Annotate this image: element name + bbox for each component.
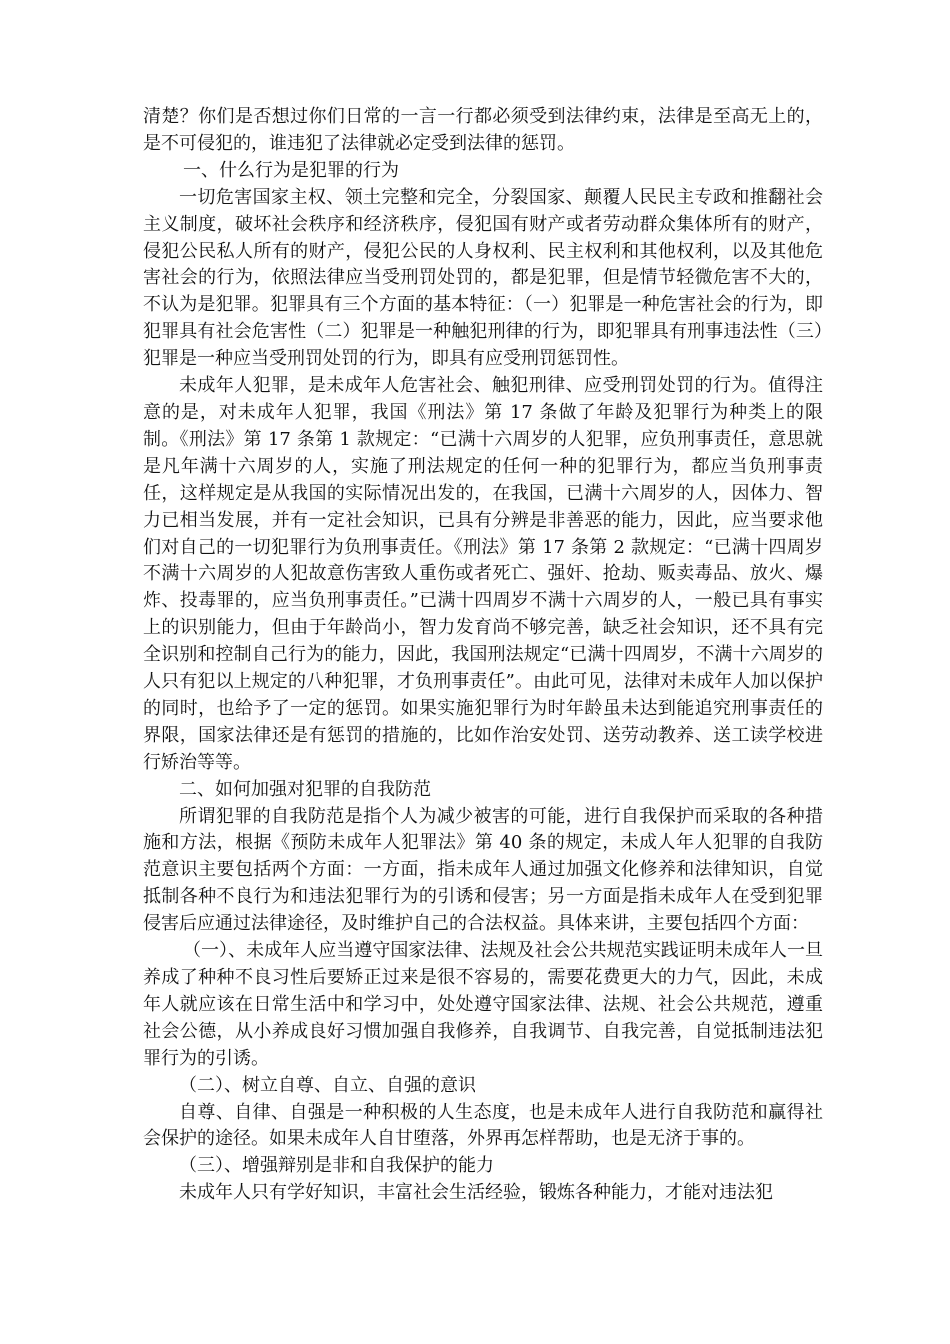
section-heading-self-prevention: 二、如何加强对犯罪的自我防范 (179, 778, 431, 800)
subheading-point-three: （三）、增强辩别是非和自我保护的能力 (179, 1155, 494, 1177)
document-page (143, 104, 823, 1207)
paragraph-crime-definition: 一切危害国家主权、领土完整和完全，分裂国家、颠覆人民民主专政和推翻社会主义制度，破坏社会秩序和经济秩序，侵犯国有财产或者劳动群众集体所有的财产，侵犯公民私人所有的财产，侵犯公民的人身权利、民主权利和其他权利，以及其他危害社会的行为，依照法律应当受刑罚处罚的，都是犯罪，但是情节轻微危害不大的，不认为是犯罪。犯罪具有三个方面的基本特征：（一）犯罪是一种危害社会的行为，即犯罪具有社会危害性（二）犯罪是一种触犯刑律的行为，即犯罪具有刑事违法性（三）犯罪是一种应当受刑罚处罚的行为，即具有应受刑罚惩罚性。 (143, 186, 823, 370)
paragraph-point-two: 自尊、自律、自强是一种积极的人生态度，也是未成年人进行自我防范和赢得社会保护的途径。如果未成年人自甘堕落，外界再怎样帮助，也是无济于事的。 (143, 1101, 823, 1150)
paragraph-self-prevention-definition: 所谓犯罪的自我防范是指个人为减少被害的可能，进行自我保护而采取的各种措施和方法，根据《预防未成年人犯罪法》第 40 条的规定，未成人年人犯罪的自我防范意识主要包括两个方面：一方面，指未成年人通过加强文化修养和法律知识，自觉抵制各种不良行为和违法犯罪行为的引诱和侵害；另一方面是指未成年人在受到犯罪侵害后应通过法律途径，及时维护自己的合法权益。具体来讲，主要包括四个方面： (143, 805, 823, 935)
section-heading-criminal-behavior: 一、什么行为是犯罪的行为 (183, 159, 399, 181)
paragraph-point-three: 未成年人只有学好知识，丰富社会生活经验，锻炼各种能力，才能对违法犯 (179, 1182, 773, 1204)
paragraph-juvenile-crime: 未成年人犯罪，是未成年人危害社会、触犯刑律、应受刑罚处罚的行为。值得注意的是，对未成年人犯罪，我国《刑法》第 17 条做了年龄及犯罪行为种类上的限制。《刑法》第 17 条第 1 款规定：“已满十六周岁的人犯罪，应负刑事责任，意思就是凡年满十六周岁的人，实施了刑法规定的任何一种的犯罪行为，都应当负刑事责任，这样规定是从我国的实际情况出发的，在我国，已满十六周岁的人，因体力、智力已相当发展，并有一定社会知识，已具有分辨是非善恶的能力，因此，应当要求他们对自己的一切犯罪行为负刑事责任。《刑法》第 17 条第 2 款规定：“已满十四周岁不满十六周岁的人犯故意伤害致人重伤或者死亡、强奸、抢劫、贩卖毒品、放火、爆炸、投毒罪的，应当负刑事责任。”已满十四周岁不满十六周岁的人，一般已具有事实上的识别能力，但由于年龄尚小，智力发育尚不够完善，缺乏社会知识，还不具有完全识别和控制自己行为的能力，因此，我国刑法规定“已满十四周岁，不满十六周岁的人只有犯以上规定的八种犯罪，才负刑事责任”。由此可见，法律对未成年人加以保护的同时，也给予了一定的惩罚。如果实施犯罪行为时年龄虽未达到能追究刑事责任的界限，国家法律还是有惩罚的措施的，比如作治安处罚、送劳动教养、送工读学校进行矫治等等。 (143, 375, 823, 773)
subheading-point-two: （二）、树立自尊、自立、自强的意识 (179, 1074, 476, 1096)
paragraph-point-one: （一）、未成年人应当遵守国家法律、法规及社会公共规范实践证明未成年人一旦养成了种种不良习性后要矫正过来是很不容易的，需要花费更大的力气，因此，未成年人就应该在日常生活中和学习中，处处遵守国家法律、法规、社会公共规范，遵重社会公德，从小养成良好习惯加强自我修养，自我调节、自我完善，自觉抵制违法犯罪行为的引诱。 (143, 940, 823, 1069)
paragraph-intro-continuation: 清楚？你们是否想过你们日常的一言一行都必须受到法律约束，法律是至高无上的，是不可侵犯的，谁违犯了法律就必定受到法律的惩罚。 (143, 106, 823, 154)
